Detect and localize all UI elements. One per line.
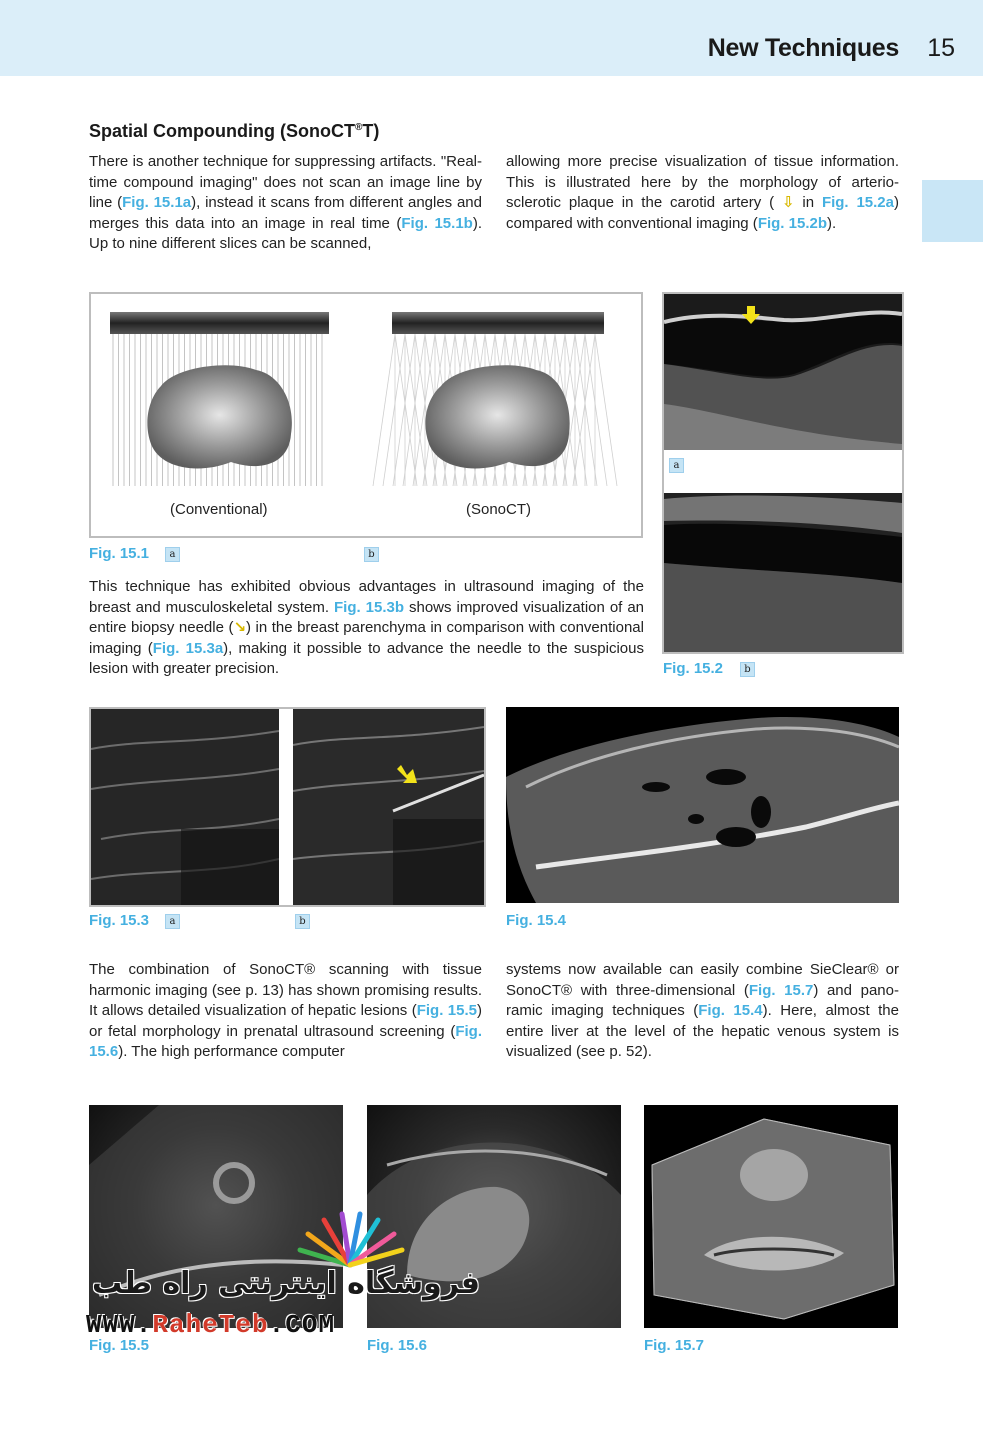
text-run: ). Up to nine different slices can be scanned, — [89, 214, 482, 253]
figure-15-2 — [662, 292, 904, 654]
tag-15-2a: a — [669, 458, 684, 473]
page-header — [0, 0, 983, 76]
text-run: ). The high performance computer — [118, 1043, 345, 1061]
caption-fig-15-1: Fig. 15.1 — [89, 545, 150, 562]
figure-reference-link[interactable]: Fig. 15.3a — [152, 639, 224, 657]
ultrasound-breast-sonoct — [293, 709, 484, 905]
figure-reference-link[interactable]: Fig. 15.1b — [401, 214, 473, 232]
lesion-sonoct — [425, 365, 569, 468]
figure-reference-link[interactable]: Fig. 15.2a — [821, 194, 894, 212]
tag-15-1b: b — [364, 547, 379, 562]
figure-reference-link[interactable]: Fig. 15.1a — [122, 194, 192, 212]
page-number: 15 — [927, 34, 955, 62]
figure-reference-link[interactable]: Fig. 15.7 — [748, 981, 814, 999]
text-run: ) and pano-ramic imaging techniques ( — [506, 981, 899, 1020]
transducer-sonoct — [392, 312, 604, 334]
section-title: Spatial Compounding (SonoCT®T) — [89, 121, 380, 141]
figure-reference-link[interactable]: Fig. 15.3b — [334, 598, 405, 616]
paragraph-biopsy — [89, 577, 644, 680]
figure-reference-link[interactable]: Fig. 15.5 — [416, 1002, 477, 1020]
paragraph-intro — [89, 152, 482, 255]
ultrasound-carotid-sonoct — [664, 294, 902, 450]
watermark-persian-text: فروشگاه اینترنتی راه طب — [92, 1266, 481, 1301]
label-sonoct: (SonoCT) — [466, 501, 532, 518]
ultrasound-breast-conventional — [91, 709, 279, 905]
transducer-conventional — [110, 312, 329, 334]
text-run: ). — [827, 214, 837, 232]
arrow-icon: ⇩ — [781, 194, 795, 212]
tag-15-2b: b — [740, 662, 755, 677]
text-run: ), instead it scans from different angles and merges this data into an image in real time ( — [89, 194, 482, 232]
paragraph-harmonic — [89, 960, 482, 1063]
ultrasound-panoramic-liver — [506, 707, 899, 903]
ultrasound-carotid-conventional — [664, 493, 902, 652]
lesion-conventional — [147, 365, 292, 468]
figure-15-3 — [89, 707, 486, 907]
text-run: There is another technique for suppressing artifacts. "Real-time compound imaging" does not scan an image line by line ( — [89, 153, 482, 212]
caption-fig-15-6: Fig. 15.6 — [367, 1337, 428, 1354]
running-title: New Techniques — [707, 34, 899, 62]
figure-15-4 — [506, 707, 899, 903]
label-conventional: (Conventional) — [170, 501, 268, 518]
text-run: ). Here, almost the entire liver at the level of the hepatic venous system is visualized (see p. 52). — [506, 1002, 899, 1061]
caption-fig-15-4: Fig. 15.4 — [506, 912, 567, 929]
figure-15-1 — [89, 292, 643, 538]
compounding-diagram — [91, 294, 641, 536]
tag-15-1a: a — [165, 547, 180, 562]
watermark-url: WWW.RaheTeb.COM — [86, 1310, 336, 1340]
chapter-tab — [922, 180, 983, 242]
watermark-book-logo — [290, 1210, 410, 1270]
caption-fig-15-3: Fig. 15.3 — [89, 912, 150, 929]
caption-fig-15-2: Fig. 15.2 — [663, 660, 724, 677]
text-run: The combination of SonoCT® scanning with tissue harmonic imaging (see p. 13) has shown promising results. It allows detailed visualization of hepatic lesions ( — [89, 961, 482, 1020]
text-run: in — [794, 194, 822, 212]
paragraph-plaque — [506, 152, 899, 234]
figure-reference-link[interactable]: Fig. 15.4 — [698, 1002, 763, 1020]
text-run: ) in the breast parenchyma in comparison with conventional imaging ( — [89, 619, 644, 657]
text-run: allowing more precise visualization of tissue information. This is illustrated here by the morphology of arterio-sclerotic plaque in the carotid artery ( — [506, 153, 899, 212]
tag-15-3a: a — [165, 914, 180, 929]
text-run: systems now available can easily combine SieClear® or SonoCT® with three-dimensional ( — [506, 961, 899, 999]
paragraph-3d — [506, 960, 899, 1063]
caption-fig-15-7: Fig. 15.7 — [644, 1337, 705, 1354]
caption-fig-15-5: Fig. 15.5 — [89, 1337, 150, 1354]
figure-reference-link[interactable]: Fig. 15.6 — [89, 1022, 482, 1061]
text-run: ) compared with conventional imaging ( — [506, 194, 899, 232]
figure-15-7-3d — [644, 1105, 898, 1328]
text-run: ) or fetal morphology in prenatal ultrasound screening ( — [89, 1002, 482, 1040]
arrow-icon: ↘ — [233, 619, 247, 637]
figure-reference-link[interactable]: Fig. 15.2b — [757, 214, 827, 232]
text-run: shows improved visualization of an entire biopsy needle ( — [89, 598, 645, 637]
text-run: This technique has exhibited obvious advantages in ultrasound imaging of the breast and musculoskeletal system. — [89, 578, 644, 616]
text-run: ), making it possible to advance the needle to the suspicious lesion with greater precision. — [89, 639, 644, 678]
tag-15-3b: b — [295, 914, 310, 929]
